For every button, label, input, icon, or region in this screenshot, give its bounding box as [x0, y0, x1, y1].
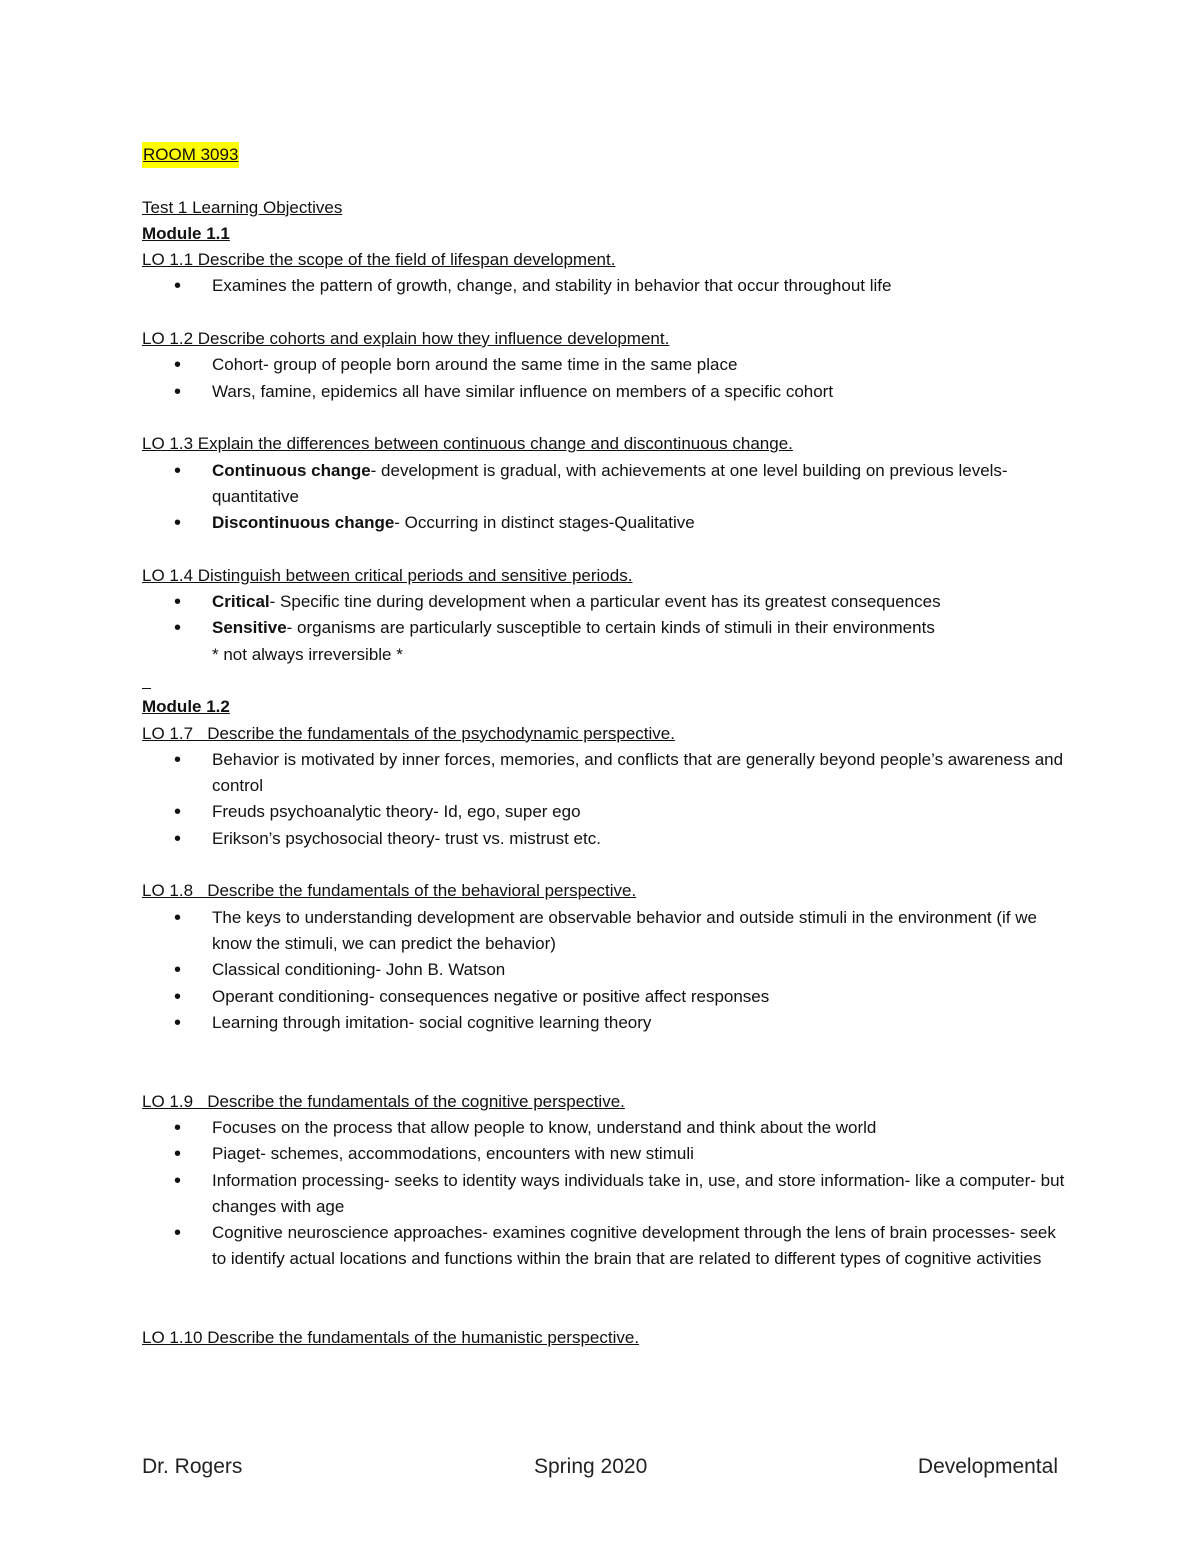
lo-heading-1-1: LO 1.1 Describe the scope of the field of lifespan development.	[142, 250, 616, 270]
list-item	[212, 458, 1072, 511]
spacer	[142, 1273, 1072, 1326]
footer-instructor: Dr. Rogers	[142, 1455, 243, 1478]
lo-heading-1-10: LO 1.10 Describe the fundamentals of the humanistic perspective.	[142, 1328, 640, 1348]
list-item: • Focuses on the process that allow people to know, understand and think about the world	[212, 1115, 1072, 1141]
lo-1-4-list	[142, 589, 1072, 668]
list-item: • Wars, famine, epidemics all have similar influence on members of a specific cohort	[212, 379, 1072, 405]
list-item	[212, 510, 1072, 536]
list-item: • Information processing- seeks to identity ways individuals take in, use, and store information- like a computer- but changes with age	[212, 1168, 1072, 1221]
list-item: • Cognitive neuroscience approaches- examines cognitive development through the lens of brain processes- seek to identify actual locations and functions within the brain that are related to different types of cognitive activities	[212, 1220, 1072, 1273]
term: Continuous change	[212, 460, 371, 480]
term: Sensitive	[212, 618, 287, 638]
list-item: • Cohort- group of people born around the same time in the same place	[212, 352, 1072, 378]
list-item: • Learning through imitation- social cognitive learning theory	[212, 1010, 1072, 1036]
spacer	[142, 168, 1072, 194]
note: * not always irreversible *	[212, 644, 403, 664]
lo-1-3-list	[142, 458, 1072, 537]
definition: - Occurring in distinct stages-Qualitative	[394, 513, 695, 533]
list-item: • Examines the pattern of growth, change, and stability in behavior that occur throughout life	[212, 273, 1072, 299]
footer-term: Spring 2020	[534, 1455, 648, 1478]
spacer	[142, 852, 1072, 878]
module-heading-1: Module 1.1	[142, 223, 230, 243]
room-label: ROOM 3093	[142, 142, 239, 168]
lo-heading-1-3: LO 1.3 Explain the differences between continuous change and discontinuous change.	[142, 434, 793, 454]
lo-1-8-list	[142, 905, 1072, 1036]
list-item	[212, 615, 1072, 668]
list-item: • Piaget- schemes, accommodations, encounters with new stimuli	[212, 1141, 1072, 1167]
lo-heading-1-9: LO 1.9 Describe the fundamentals of the cognitive perspective.	[142, 1091, 625, 1111]
spacer	[142, 536, 1072, 562]
definition: - organisms are particularly susceptible to certain kinds of stimuli in their environments	[286, 618, 935, 638]
spacer	[142, 300, 1072, 326]
list-item: • The keys to understanding development are observable behavior and outside stimuli in the environment (if we know the stimuli, we can predict the behavior)	[212, 905, 1072, 958]
lo-1-9-list	[142, 1115, 1072, 1273]
list-item: • Operant conditioning- consequences negative or positive affect responses	[212, 984, 1072, 1010]
term: Critical	[212, 592, 270, 612]
lo-heading-1-4: LO 1.4 Distinguish between critical periods and sensitive periods.	[142, 565, 633, 585]
spacer	[142, 1036, 1072, 1089]
definition: - Specific tine during development when a particular event has its greatest consequences	[269, 592, 941, 612]
lo-1-1-list	[142, 273, 1072, 299]
definition: - development is gradual, with achievements at one level building on previous levels- quantitative	[212, 460, 1008, 506]
document-body	[142, 142, 1072, 1352]
spacer	[142, 405, 1072, 431]
lo-heading-1-7: LO 1.7 Describe the fundamentals of the psychodynamic perspective.	[142, 723, 675, 743]
term: Discontinuous change	[212, 513, 395, 533]
dash-mark	[142, 668, 1072, 694]
lo-1-7-list	[142, 747, 1072, 852]
page-title: Test 1 Learning Objectives	[142, 197, 343, 217]
list-item: • Erikson’s psychosocial theory- trust vs. mistrust etc.	[212, 826, 1072, 852]
room-line	[142, 142, 1072, 168]
lo-heading-1-2: LO 1.2 Describe cohorts and explain how they influence development.	[142, 329, 670, 349]
list-item: • Behavior is motivated by inner forces, memories, and conflicts that are generally beyond people’s awareness and control	[212, 747, 1072, 800]
lo-heading-1-8: LO 1.8 Describe the fundamentals of the behavioral perspective.	[142, 881, 637, 901]
footer-course: Developmental	[917, 1455, 1058, 1478]
module-heading-2: Module 1.2	[142, 697, 230, 717]
list-item: • Classical conditioning- John B. Watson	[212, 957, 1072, 983]
list-item	[212, 589, 1072, 615]
lo-1-2-list	[142, 352, 1072, 405]
list-item: • Freuds psychoanalytic theory- Id, ego, super ego	[212, 799, 1072, 825]
